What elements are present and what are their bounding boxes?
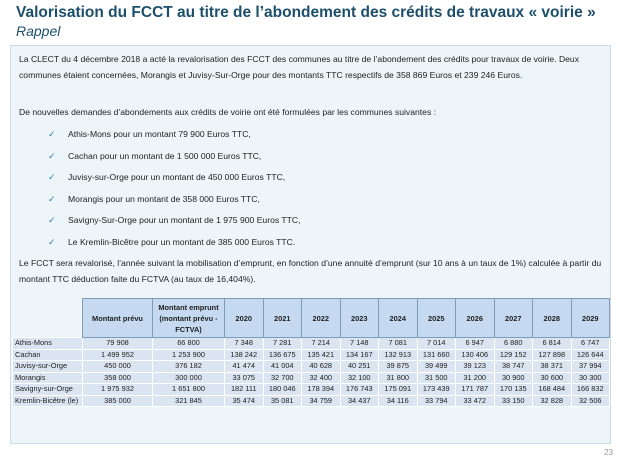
list-item-text: Le Kremlin-Bicêtre pour un montant de 385 000 Euros TTC. [68, 236, 296, 247]
intro-paragraph: La CLECT du 4 décembre 2018 a acté la revalorisation des FCCT des communes au titre de l’abondement des crédits pour travaux de voirie. Deux communes étaient concernées, Morangis et Juvisy-Sur-Orge pour des montants TTC respectifs de 358 869 Euros et 239 246 Euros. [19, 54, 580, 80]
table-cell: 6 947 [456, 338, 495, 350]
column-header: Montant prévu [83, 299, 153, 338]
table-cell: 33 150 [494, 395, 533, 407]
table-cell: 79 908 [83, 338, 153, 350]
row-label: Athis-Mons [13, 338, 83, 350]
table-cell: 131 660 [417, 349, 456, 361]
row-label: Kremlin-Bicêtre (le) [13, 395, 83, 407]
column-header: 2024 [379, 299, 418, 338]
table-cell: 130 406 [456, 349, 495, 361]
table-cell: 34 437 [340, 395, 379, 407]
table-cell: 178 394 [302, 384, 341, 396]
table-cell: 127 898 [533, 349, 572, 361]
table-row [13, 395, 610, 407]
table-cell: 7 348 [225, 338, 264, 350]
list-item [48, 189, 300, 211]
table-row [13, 361, 610, 373]
column-header: 2025 [417, 299, 456, 338]
table-cell: 1 651 800 [153, 384, 225, 396]
table-cell: 136 675 [263, 349, 302, 361]
row-label: Juvisy-sur-Orge [13, 361, 83, 373]
table-cell: 358 000 [83, 372, 153, 384]
column-header: 2021 [263, 299, 302, 338]
table-cell: 31 500 [417, 372, 456, 384]
table-corner-cell [13, 299, 83, 338]
column-header: 2020 [225, 299, 264, 338]
checkmark-icon: ✓ [48, 129, 56, 139]
table-cell: 170 135 [494, 384, 533, 396]
list-item-text: Morangis pour un montant de 358 000 Euros TTC, [68, 193, 260, 204]
table-cell: 33 075 [225, 372, 264, 384]
table-cell: 7 281 [263, 338, 302, 350]
table-cell: 180 046 [263, 384, 302, 396]
table-cell: 1 253 900 [153, 349, 225, 361]
table-cell: 39 123 [456, 361, 495, 373]
checkmark-icon: ✓ [48, 172, 56, 182]
table-cell: 126 644 [571, 349, 610, 361]
table-cell: 129 152 [494, 349, 533, 361]
table-cell: 35 474 [225, 395, 264, 407]
table-cell: 31 800 [379, 372, 418, 384]
list-item [48, 167, 300, 189]
page-title: Valorisation du FCCT au titre de l’abondement des crédits de travaux « voirie » [16, 4, 596, 21]
table-row [13, 372, 610, 384]
table-cell: 7 081 [379, 338, 418, 350]
table-cell: 32 400 [302, 372, 341, 384]
table-cell: 1 975 932 [83, 384, 153, 396]
table-cell: 166 832 [571, 384, 610, 396]
table-cell: 175 091 [379, 384, 418, 396]
table-cell: 182 111 [225, 384, 264, 396]
table-cell: 385 000 [83, 395, 153, 407]
table-cell: 134 167 [340, 349, 379, 361]
table-cell: 321 845 [153, 395, 225, 407]
table-cell: 135 421 [302, 349, 341, 361]
table-cell: 168 484 [533, 384, 572, 396]
table-row [13, 384, 610, 396]
table-cell: 7 014 [417, 338, 456, 350]
page-number: 23 [604, 448, 613, 457]
column-header: 2027 [494, 299, 533, 338]
table-cell: 32 100 [340, 372, 379, 384]
column-header: 2029 [571, 299, 610, 338]
column-header: 2028 [533, 299, 572, 338]
table-cell: 37 994 [571, 361, 610, 373]
table-cell: 376 182 [153, 361, 225, 373]
checkmark-icon: ✓ [48, 215, 56, 225]
table-cell: 300 000 [153, 372, 225, 384]
table-cell: 34 759 [302, 395, 341, 407]
row-label: Savigny-sur-Orge [13, 384, 83, 396]
table-row [13, 349, 610, 361]
table-cell: 38 371 [533, 361, 572, 373]
table-cell: 7 214 [302, 338, 341, 350]
table-header-row [13, 299, 610, 338]
fcct-table [12, 298, 610, 407]
table-cell: 32 700 [263, 372, 302, 384]
table-cell: 41 474 [225, 361, 264, 373]
column-header: 2022 [302, 299, 341, 338]
revaluation-paragraph: Le FCCT sera revalorisé, l’année suivant la mobilisation d’emprunt, en fonction d’une annuité d’emprunt (sur 10 ans à un taux de 1%) calculée à partir du montant TTC déduction faite du FCTVA (au taux de 16,404%). [19, 258, 602, 284]
table-cell: 40 628 [302, 361, 341, 373]
list-item-text: Juvisy-sur-Orge pour un montant de 450 000 Euros TTC, [68, 172, 286, 182]
table-cell: 30 600 [533, 372, 572, 384]
column-header: Montant emprunt (montant prévu - FCTVA) [153, 299, 225, 338]
table-cell: 66 800 [153, 338, 225, 350]
table-cell: 39 875 [379, 361, 418, 373]
list-item-text: Savigny-Sur-Orge pour un montant de 1 975 900 Euros TTC, [68, 215, 301, 225]
list-item-text: Athis-Mons pour un montant 79 900 Euros TTC, [68, 129, 251, 139]
table-cell: 138 242 [225, 349, 264, 361]
page-subtitle: Rappel [16, 23, 61, 39]
table-cell: 32 506 [571, 395, 610, 407]
table-cell: 30 300 [571, 372, 610, 384]
checkmark-icon: ✓ [48, 150, 56, 161]
table-cell: 6 814 [533, 338, 572, 350]
table-cell: 33 472 [456, 395, 495, 407]
table-cell: 38 747 [494, 361, 533, 373]
table-cell: 31 200 [456, 372, 495, 384]
table-cell: 40 251 [340, 361, 379, 373]
table-cell: 30 900 [494, 372, 533, 384]
list-item [48, 124, 300, 146]
requests-intro-paragraph: De nouvelles demandes d’abondements aux crédits de voirie ont été formulées par les communes suivantes : [19, 107, 437, 117]
table-body [13, 338, 610, 407]
table-cell: 6 747 [571, 338, 610, 350]
table-cell: 33 794 [417, 395, 456, 407]
table-cell: 35 081 [263, 395, 302, 407]
table-cell: 32 828 [533, 395, 572, 407]
table-cell: 1 499 952 [83, 349, 153, 361]
table-cell: 176 743 [340, 384, 379, 396]
list-item-text: Cachan pour un montant de 1 500 000 Euros TTC, [68, 150, 262, 161]
row-label: Morangis [13, 372, 83, 384]
table-cell: 7 148 [340, 338, 379, 350]
checkmark-icon: ✓ [48, 236, 56, 247]
table-row [13, 338, 610, 350]
table-cell: 173 439 [417, 384, 456, 396]
row-label: Cachan [13, 349, 83, 361]
table-cell: 41 004 [263, 361, 302, 373]
table-cell: 34 116 [379, 395, 418, 407]
table-cell: 6 880 [494, 338, 533, 350]
list-item [48, 210, 300, 232]
column-header: 2026 [456, 299, 495, 338]
checkmark-icon: ✓ [48, 193, 56, 204]
list-item [48, 232, 300, 254]
table-cell: 450 000 [83, 361, 153, 373]
list-item [48, 146, 300, 168]
table-cell: 171 787 [456, 384, 495, 396]
table-cell: 132 913 [379, 349, 418, 361]
requests-list [48, 124, 300, 253]
table-cell: 39 499 [417, 361, 456, 373]
column-header: 2023 [340, 299, 379, 338]
